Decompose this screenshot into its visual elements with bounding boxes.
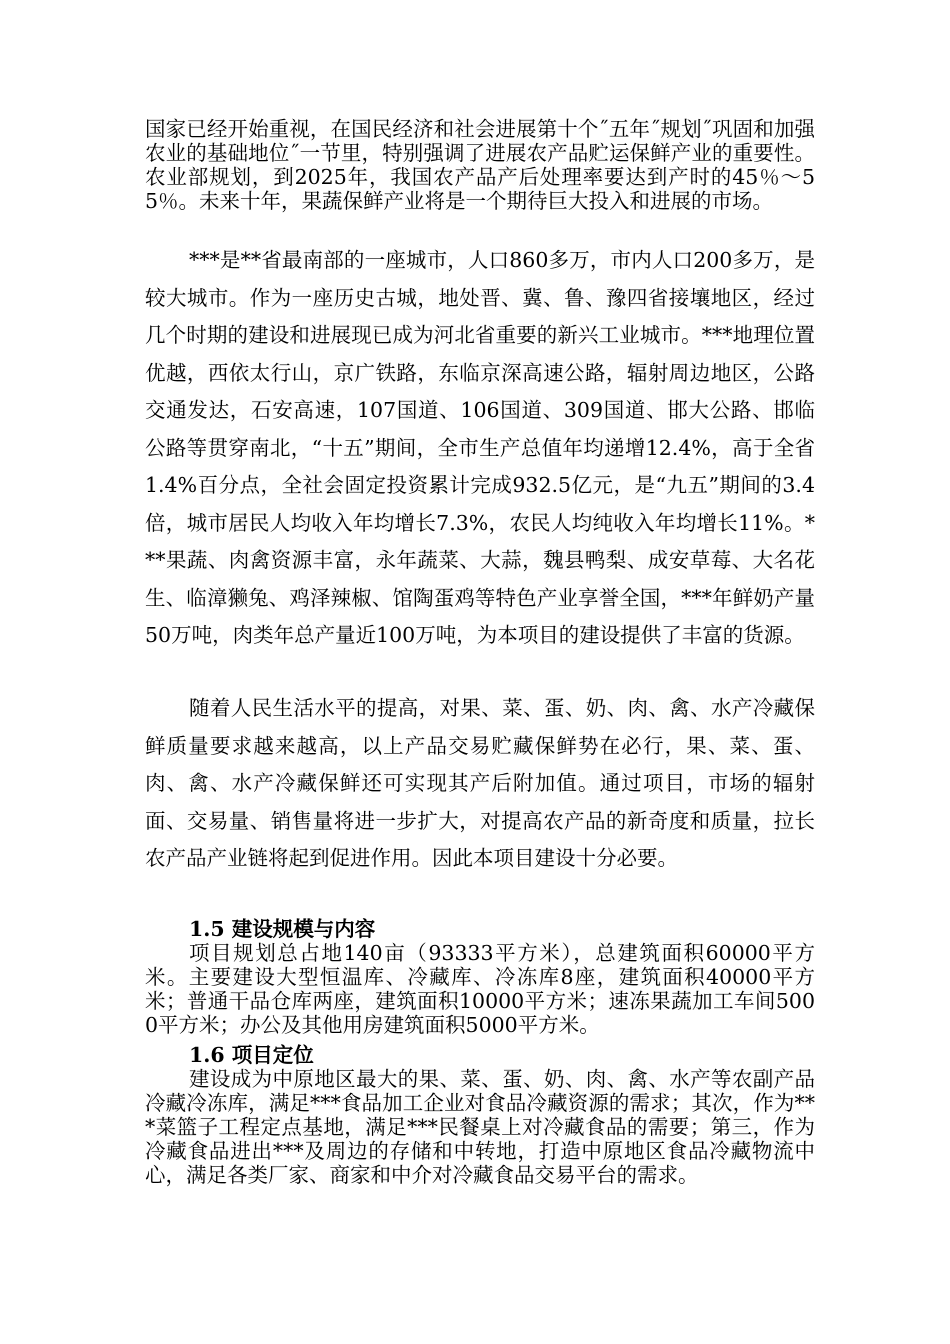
section-position-block (145, 1043, 815, 1187)
paragraph-city-block (145, 242, 815, 655)
section-heading-position: 1.6 项目定位 (189, 1043, 314, 1067)
paragraph-city-overview: ***是**省最南部的一座城市，人口860多万，市内人口200多万，是较大城市。作为一座历史古城，地处晋、冀、鲁、豫四省接壤地区，经过几个时期的建设和进展现已成为河北省重要的新兴工业城市。***地理位置优越，西依太行山，京广铁路，东临京深高速公路，辐射周边地区，公路交通发达，石安高速，107国道、106国道、309国道、邯大公路、邯临公路等贯穿南北，“十五”期间，全市生产总值年均递增12.4%，高于全省1.4%百分点，全社会固定投资累计完成932.5亿元，是“九五”期间的3.4倍，城市居民人均收入年均增长7.3%，农民人均纯收入年均增长11%。***果蔬、肉禽资源丰富，永年蔬菜、大蒜，魏县鸭梨、成安草莓、大名花生、临漳獭兔、鸡泽辣椒、馆陶蛋鸡等特色产业享誉全国，***年鲜奶产量50万吨，肉类年总产量近100万吨，为本项目的建设提供了丰富的货源。 (145, 248, 815, 647)
paragraph-position: 建设成为中原地区最大的果、菜、蛋、奶、肉、禽、水产等农副产品冷藏冷冻库，满足***食品加工企业对食品冷藏资源的需求；其次，作为***菜篮子工程定点基地，满足***民餐桌上对冷藏食品的需要；第三，作为冷藏食品进出***及周边的存储和中转地，打造中原地区食品冷藏物流中心，满足各类厂家、商家和中介对冷藏食品交易平台的需求。 (145, 1067, 815, 1187)
paragraph-scale: 项目规划总占地140亩（93333平方米），总建筑面积60000平方米。主要建设大型恒温库、冷藏库、冷冻库8座，建筑面积40000平方米；普通干品仓库两座，建筑面积10000平方米；速冻果蔬加工车间5000平方米；办公及其他用房建筑面积5000平方米。 (145, 941, 815, 1037)
section-scale-block (145, 917, 815, 1037)
paragraph-intro: 国家已经开始重视，在国民经济和社会进展第十个˝五年˝规划˝巩固和加强农业的基础地位˝一节里，特别强调了进展农产品贮运保鲜产业的重要性。农业部规划，到2025年，我国农产品产后处理率要达到产时的45％～55％。未来十年，果蔬保鲜产业将是一个期待巨大投入和进展的市场。 (145, 117, 815, 213)
section-heading-scale: 1.5 建设规模与内容 (189, 917, 376, 941)
paragraph-necessity-block (145, 690, 815, 878)
paragraph-intro-block (145, 117, 815, 213)
paragraph-project-necessity: 随着人民生活水平的提高，对果、菜、蛋、奶、肉、禽、水产冷藏保鲜质量要求越来越高，以上产品交易贮藏保鲜势在必行，果、菜、蛋、肉、禽、水产冷藏保鲜还可实现其产后附加值。通过项目，市场的辐射面、交易量、销售量将进一步扩大，对提高农产品的新奇度和质量，拉长农产品产业链将起到促进作用。因此本项目建设十分必要。 (145, 696, 815, 870)
